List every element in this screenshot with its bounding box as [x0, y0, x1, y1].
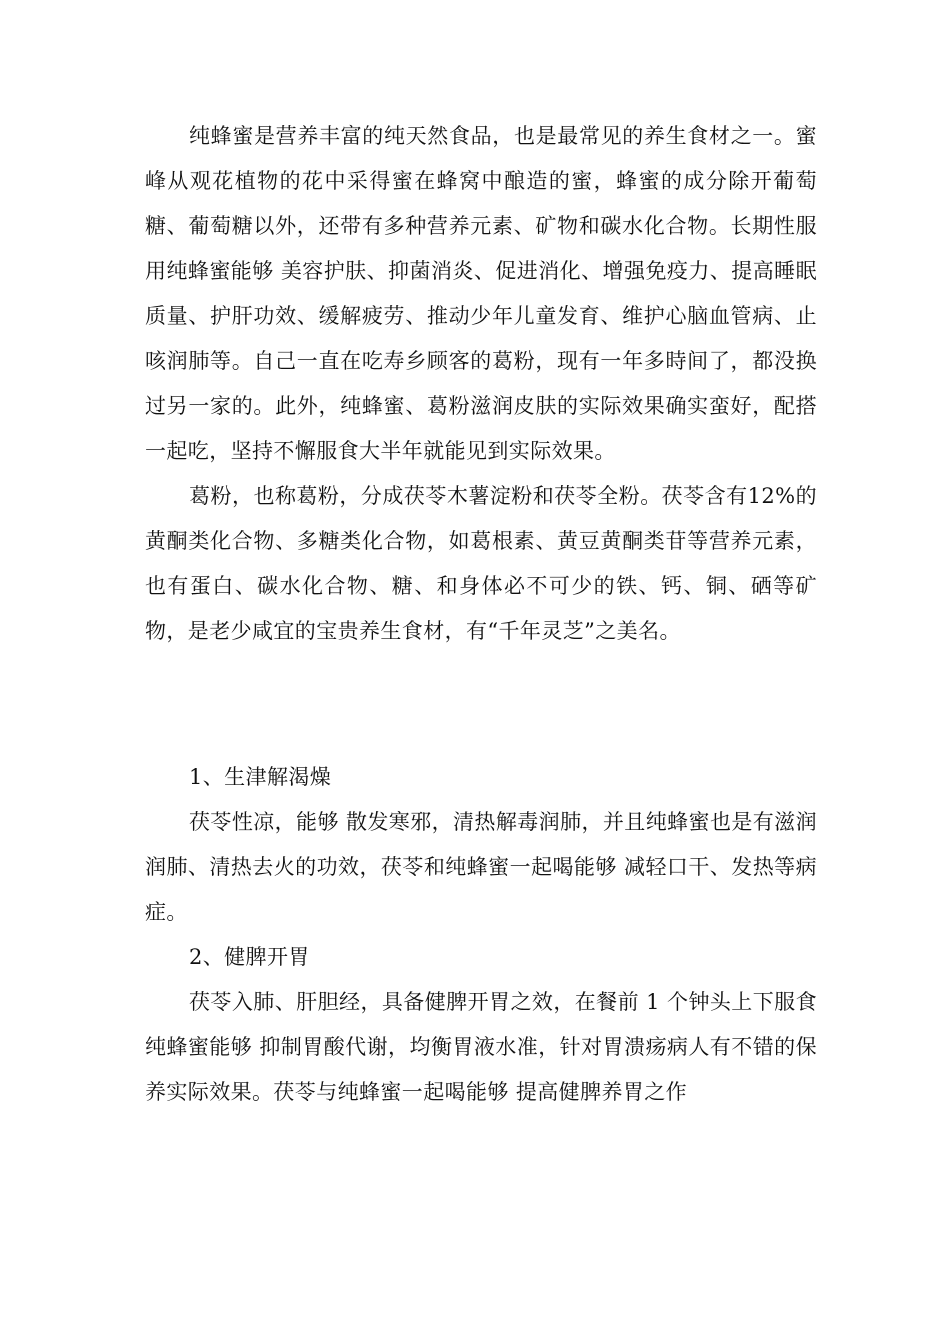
section-heading-stomach: 2、健脾开胃: [189, 945, 310, 969]
document-body: [145, 114, 817, 1115]
section-heading-thirst: 1、生津解渴燥: [189, 765, 332, 789]
blank-space: [145, 654, 817, 755]
paragraph-kudzu-powder: 葛粉，也称葛粉，分成茯苓木薯淀粉和茯苓全粉。茯苓含有12%的黄酮类化合物、多糖类化合物，如葛根素、黄豆黄酮类苷等营养元素，也有蛋白、碳水化合物、糖、和身体必不可少的铁、钙、铜、硒等矿物，是老少咸宜的宝贵养生食材，有“千年灵芝”之美名。: [145, 484, 817, 643]
section-body-stomach: 茯苓入肺、肝胆经，具备健脾开胃之效，在餐前 1 个钟头上下服食纯蜂蜜能够 抑制胃酸代谢，均衡胃液水准，针对胃溃疡病人有不错的保养实际效果。茯苓与纯蜂蜜一起喝能够 提高健脾养胃之作: [145, 990, 817, 1104]
section-body-thirst: 茯苓性凉，能够 散发寒邪，清热解毒润肺，并且纯蜂蜜也是有滋润润肺、清热去火的功效，茯苓和纯蜂蜜一起喝能够 减轻口干、发热等病症。: [145, 810, 817, 924]
paragraph-honey-intro: 纯蜂蜜是营养丰富的纯天然食品，也是最常见的养生食材之一。蜜峰从观花植物的花中采得蜜在蜂窝中酿造的蜜，蜂蜜的成分除开葡萄糖、葡萄糖以外，还带有多种营养元素、矿物和碳水化合物。长期性服用纯蜂蜜能够 美容护肤、抑菌消炎、促进消化、增强免疫力、提高睡眠质量、护肝功效、缓解疲劳、推动少年儿童发育、维护心脑血管病、止咳润肺等。自己一直在吃寿乡顾客的葛粉，现有一年多時间了，都没换过另一家的。此外，纯蜂蜜、葛粉滋润皮肤的实际效果确实蛮好，配搭一起吃，坚持不懈服食大半年就能见到实际效果。: [145, 124, 817, 463]
